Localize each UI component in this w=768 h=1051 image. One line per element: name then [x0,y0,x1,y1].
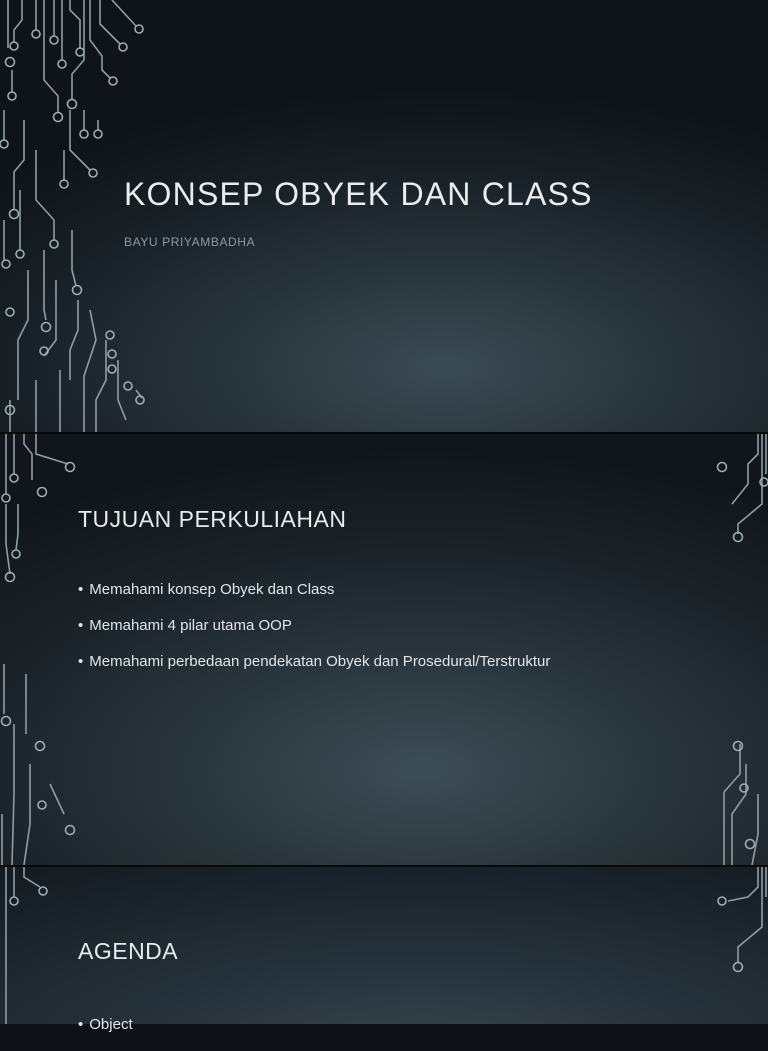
agenda-slide [0,867,768,1033]
circuit-board-decoration-icon [718,867,768,1024]
title-slide [0,0,768,432]
presenter-name: BAYU PRIYAMBADHA [124,235,256,249]
agenda-list [78,1015,133,1051]
presentation-title: KONSEP OBYEK DAN CLASS [124,176,593,212]
objectives-list [78,580,550,688]
list-item: • Memahami 4 pilar utama OOP [78,616,550,635]
circuit-board-decoration-icon [0,867,60,1024]
objectives-heading: TUJUAN PERKULIAHAN [78,506,347,532]
list-item: • Memahami konsep Obyek dan Class [78,580,550,599]
objectives-slide [0,434,768,865]
circuit-board-decoration-icon [0,434,80,865]
circuit-board-decoration-icon [718,434,768,865]
list-item: • Object [78,1015,133,1034]
agenda-heading: AGENDA [78,938,179,964]
list-item: • Memahami perbedaan pendekatan Obyek dan Prosedural/Terstruktur [78,652,550,671]
circuit-board-decoration-icon [0,0,160,432]
